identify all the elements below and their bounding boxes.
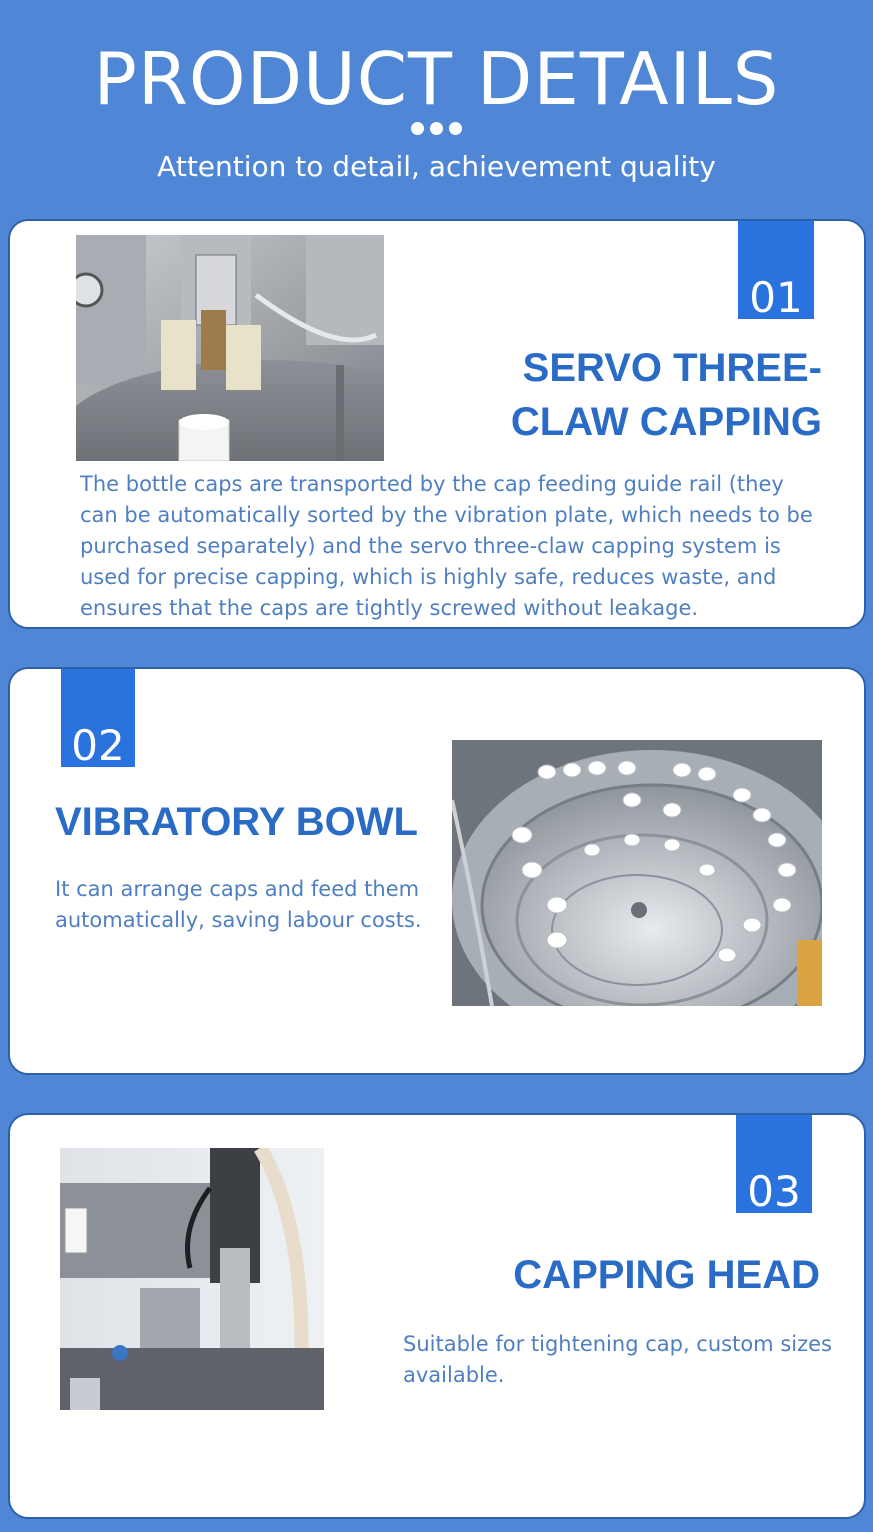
dot-icon — [430, 122, 443, 135]
step-number-badge: 03 — [736, 1115, 812, 1213]
card-title-line1: SERVO THREE- — [522, 346, 822, 390]
dot-icon — [449, 122, 462, 135]
feature-card-vibratory-bowl — [8, 667, 866, 1075]
servo-claw-capping-photo — [76, 235, 384, 461]
step-number-badge: 01 — [738, 221, 814, 319]
page-title: PRODUCT DETAILS — [93, 37, 780, 121]
vibratory-bowl-photo — [452, 740, 822, 1006]
card-description: Suitable for tightening cap, custom sizes available. — [403, 1332, 832, 1387]
capping-head-photo — [60, 1148, 324, 1410]
decorative-dots — [0, 122, 873, 135]
step-number-badge: 02 — [61, 669, 135, 767]
card-description: It can arrange caps and feed them automatically, saving labour costs. — [55, 877, 422, 932]
card-description: The bottle caps are transported by the cap feeding guide rail (they can be automatically sorted by the vibration plate, which needs to be purchased separately) and the servo three-claw capping system is used for precise capping, which is highly safe, reduces waste, and ensures that the caps are tightly screwed without leakage. — [80, 472, 813, 620]
card-title: CAPPING HEAD — [513, 1253, 820, 1297]
dot-icon — [411, 122, 424, 135]
feature-card-servo-capping — [8, 219, 866, 629]
feature-card-capping-head — [8, 1113, 866, 1519]
card-title-line2: CLAW CAPPING — [510, 400, 822, 444]
card-title: VIBRATORY BOWL — [55, 800, 418, 844]
page-subtitle: Attention to detail, achievement quality — [157, 150, 716, 183]
